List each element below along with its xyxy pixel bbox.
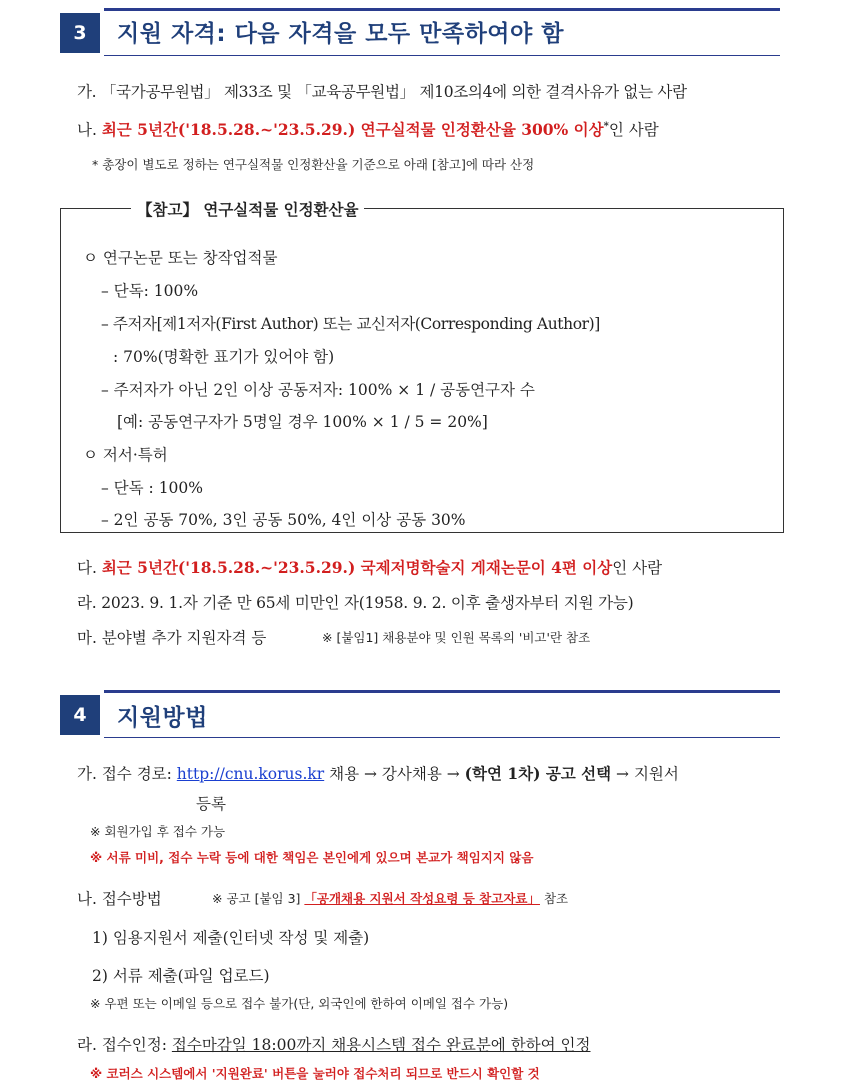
item4-ra-underlined: 접수마감일 18:00까지 채용시스템 접수 완료분에 한하여 인정 <box>171 1036 591 1054</box>
item4-ra <box>77 1033 591 1055</box>
item4-ga-bold: (학연 1차) 공고 선택 <box>464 764 612 783</box>
item4-na-note-prefix: ※ 공고 [붙임 3] <box>212 891 305 906</box>
item4-na-1: 1) 임용지원서 제출(인터넷 작성 및 제출) <box>92 929 370 947</box>
item4-ga <box>77 762 679 784</box>
section-4-title: 지원방법 <box>117 705 208 731</box>
item4-ra-prefix: 라. 접수인정: <box>77 1036 172 1054</box>
item-na-note: * 총장이 별도로 정하는 연구실적물 인정환산율 기준으로 아래 [참고]에 따라 산정 <box>92 157 535 172</box>
item-da-suffix: 인 사람 <box>612 559 663 577</box>
ref-line-4: : 70%(명확한 표기가 있어야 함) <box>113 348 335 366</box>
item4-na-note-ref: 「공개채용 지원서 작성요령 등 참고자료」 <box>304 891 540 906</box>
item-da-highlight: 최근 5년간('18.5.28.~'23.5.29.) 국제저명학술지 게재논문이 4편 이상 <box>101 558 613 577</box>
ref-line-1: ㅇ 연구논문 또는 창작업적물 <box>83 249 278 267</box>
item4-ga-mid: 채용 → 강사채용 → <box>324 765 465 783</box>
section-4-bottom-rule <box>104 737 780 738</box>
item4-na-note-suffix: 참조 <box>539 891 569 906</box>
section-4-top-rule <box>104 690 780 693</box>
item-ga: 가. 「국가공무원법」 제33조 및 「교육공무원법」 제10조의4에 의한 결격사유가 없는 사람 <box>77 83 687 101</box>
item4-ga-suffix: → 지원서 <box>611 765 679 783</box>
item4-na-2: 2) 서류 제출(파일 업로드) <box>92 967 270 985</box>
ref-line-9: – 2인 공동 70%, 3인 공동 50%, 4인 이상 공동 30% <box>101 511 466 529</box>
item4-ga-note2: ※ 서류 미비, 접수 누락 등에 대한 책임은 본인에게 있으며 본교가 책임지지 않음 <box>90 850 534 865</box>
item4-na-note <box>212 889 568 907</box>
item-da-prefix: 다. <box>77 559 102 577</box>
item-na <box>77 118 659 140</box>
item-ra: 라. 2023. 9. 1.자 기준 만 65세 미만인 자(1958. 9. 2. 이후 출생자부터 지원 가능) <box>77 594 634 612</box>
item4-ga-prefix: 가. 접수 경로: <box>77 765 177 783</box>
item-na-highlight: 최근 5년간('18.5.28.~'23.5.29.) 연구실적물 인정환산율 300% 이상 <box>101 120 604 139</box>
ref-line-8: – 단독 : 100% <box>101 479 204 497</box>
ref-line-5: – 주저자가 아닌 2인 이상 공동저자: 100% × 1 / 공동연구자 수 <box>101 381 535 399</box>
item-da <box>77 556 662 578</box>
item4-ra-note: ※ 코러스 시스템에서 '지원완료' 버튼을 눌러야 접수처리 되므로 반드시 확인할 것 <box>90 1066 540 1081</box>
item-na-star: * <box>603 120 609 132</box>
reference-box-title: 【참고】 연구실적물 인정환산율 <box>131 198 364 220</box>
section-3-top-rule <box>104 8 780 11</box>
section-4-number: 4 <box>60 695 100 735</box>
ref-line-3: – 주저자[제1저자(First Author) 또는 교신저자(Corresponding Author)] <box>101 315 600 333</box>
ref-line-6: [예: 공동연구자가 5명일 경우 100% × 1 / 5 = 20%] <box>117 413 488 431</box>
section-3-number: 3 <box>60 13 100 53</box>
reference-box <box>60 200 784 533</box>
ref-line-2: – 단독: 100% <box>101 282 199 300</box>
item4-ga-note1: ※ 회원가입 후 접수 가능 <box>90 824 226 839</box>
item4-ga-cont: 등록 <box>196 795 226 813</box>
item4-na-2-note: ※ 우편 또는 이메일 등으로 접수 불가(단, 외국인에 한하여 이메일 접수 가능) <box>90 996 509 1011</box>
item-ma: 마. 분야별 추가 지원자격 등 <box>77 629 267 647</box>
item-na-suffix: 인 사람 <box>608 121 659 139</box>
item-ma-note: ※ [붙임1] 채용분야 및 인원 목록의 '비고'란 참조 <box>322 630 591 645</box>
item4-na-label: 나. 접수방법 <box>77 890 162 908</box>
section-3-title: 지원 자격: 다음 자격을 모두 만족하여야 함 <box>117 21 564 47</box>
section-3-bottom-rule <box>104 55 780 56</box>
item-na-prefix: 나. <box>77 121 102 139</box>
ref-line-7: ㅇ 저서·특허 <box>83 446 168 464</box>
korus-link[interactable]: http://cnu.korus.kr <box>176 765 325 783</box>
